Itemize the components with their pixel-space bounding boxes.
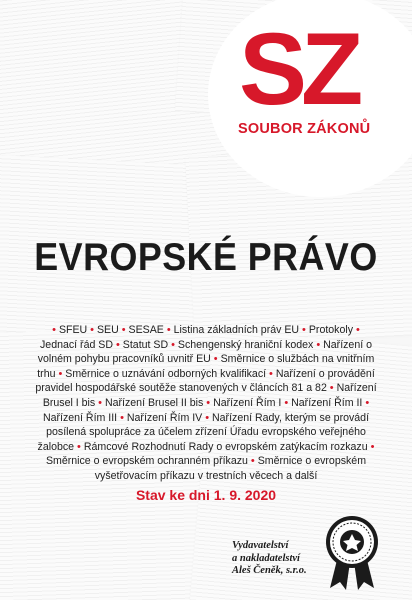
bullet-icon: • [171, 338, 175, 351]
contents-item: Nařízení o volném pohybu pracovníků uvnitř EU [37, 338, 372, 366]
bullet-icon: • [77, 440, 81, 453]
bullet-icon: • [370, 440, 375, 453]
bullet-icon: • [365, 396, 370, 409]
publisher-line-3: Aleš Čeněk, s.r.o. [232, 565, 307, 576]
bullet-icon: • [52, 324, 56, 336]
contents-item: Směrnice o službách na vnitřním trhu [37, 353, 375, 380]
contents-item: Nařízení Řím III [42, 411, 118, 424]
contents-item: Nařízení Brusel I bis [42, 382, 377, 409]
publisher-line-2: a nakladatelství [232, 552, 300, 564]
bullet-icon: • [58, 367, 63, 380]
bullet-icon: • [213, 353, 218, 366]
contents-item: Protokoly [308, 324, 354, 336]
contents-item: SESAE [128, 324, 164, 336]
contents-item: Nařízení Řím I [213, 396, 282, 409]
bullet-icon: • [250, 455, 255, 468]
contents-item: Směrnice o uznávání odborných kvalifikací [65, 367, 267, 380]
bullet-icon: • [355, 324, 360, 336]
bullet-icon: • [120, 411, 124, 424]
logo-subtitle: SOUBOR ZÁKONŮ [238, 121, 371, 137]
contents-item: Nařízení Rady, kterým se provádí posílená spolupráce za účelem zřízení Úřadu evropského veřejného žalobce [37, 411, 370, 453]
contents-item: Směrnice o evropském ochranném příkazu [45, 455, 248, 468]
contents-item: Nařízení Brusel II bis [104, 396, 204, 409]
publisher-seal-icon [322, 512, 382, 592]
status-date: Stav ke dni 1. 9. 2020 [135, 487, 277, 503]
bullet-icon: • [269, 367, 273, 380]
bullet-icon: • [115, 338, 120, 351]
contents-item: Nařízení o provádění pravidel hospodářské soutěže stanovených v článcích 81 a 82 [35, 367, 375, 395]
contents-item: Jednací řád SD [40, 338, 114, 351]
bullet-icon: • [166, 324, 171, 336]
contents-item: Směrnice o evropském vyšetřovacím příkazu v trestních věcech a další [94, 455, 367, 482]
contents-item: Rámcové Rozhodnutí Rady o evropském zatýkacím rozkazu [83, 440, 368, 453]
contents-item: Schengenský hraniční kodex [177, 338, 314, 351]
bullet-icon: • [205, 411, 210, 424]
contents-list [34, 323, 378, 484]
bullet-icon: • [316, 338, 321, 351]
logo-sz: SZ [239, 12, 358, 126]
bullet-icon: • [90, 324, 95, 336]
contents-item: SEU [96, 324, 119, 336]
bullet-icon: • [302, 324, 306, 336]
bullet-icon: • [329, 382, 334, 395]
contents-item: Listina základních práv EU [173, 324, 300, 336]
contents-item: Nařízení Řím IV [126, 411, 203, 424]
bullet-icon: • [284, 396, 289, 409]
publisher-name [232, 540, 307, 578]
book-title: EVROPSKÉ PRÁVO [34, 236, 378, 279]
bullet-icon: • [121, 324, 126, 336]
contents-item: Statut SD [122, 338, 169, 351]
bullet-icon: • [98, 396, 103, 409]
bullet-icon: • [206, 396, 211, 409]
contents-item: Nařízení Řím II [291, 396, 363, 409]
contents-item: SFEU [58, 324, 88, 336]
publisher-line-1: Vydavatelství [232, 540, 289, 551]
